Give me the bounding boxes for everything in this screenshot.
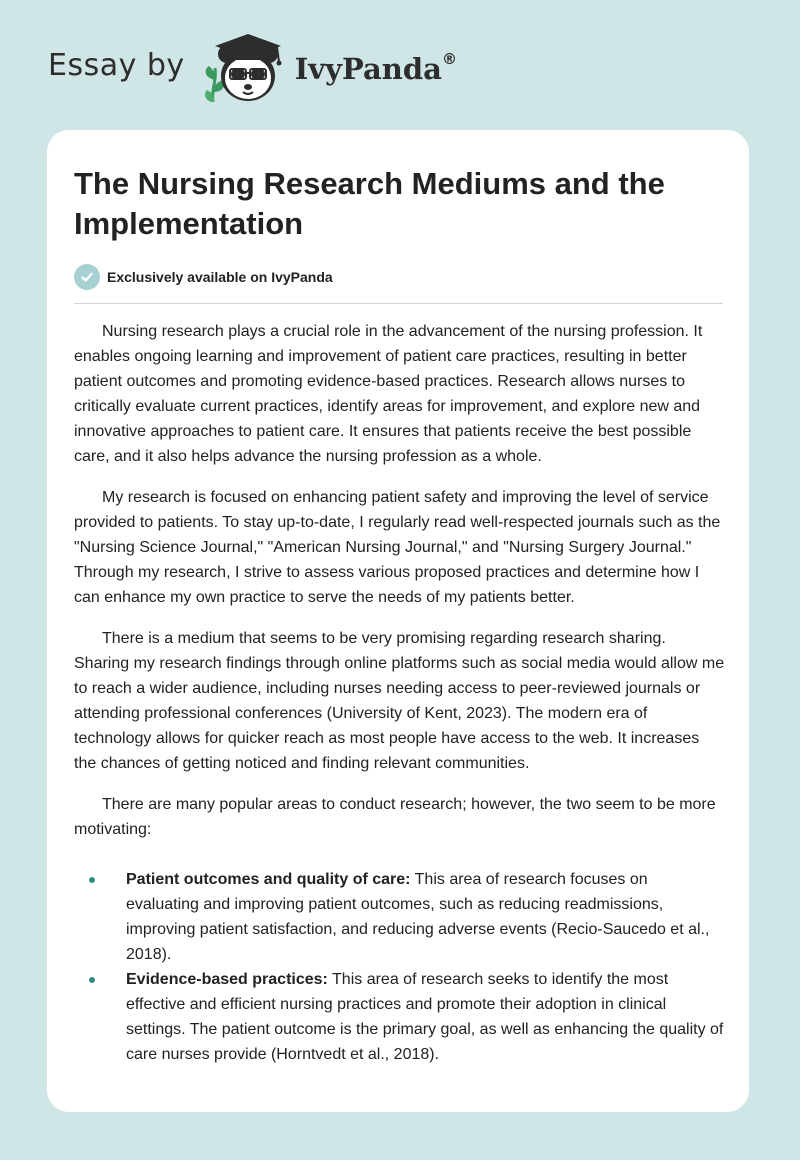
paragraph: There are many popular areas to conduct research; however, the two seem to be more motivating: [74,796,716,838]
essay-title: The Nursing Research Mediums and the Implementation [74,166,665,241]
bullet-list [74,867,725,1067]
ivypanda-logo-text [295,52,457,86]
check-icon [74,264,100,290]
paragraph: My research is focused on enhancing patient safety and improving the level of service provided to patients. To stay up-to-date, I regularly read well-respected journals such as the "Nursing Science Journal," "American Nursing Journal," and "Nursing Surgery Journal." Through my research, I strive to assess various proposed practices and determine how I can enhance my own practice to serve the needs of my patients better. [74,489,721,606]
essay-body [74,319,725,1067]
list-item [74,867,725,967]
logo-name: IvyPanda [294,52,442,86]
paragraph: There is a medium that seems to be very promising regarding research sharing. Sharing my research findings through online platforms such as social media would allow me to reach a wider audience, including nurses needing access to peer-reviewed journals or attending professional conferences (University of Kent, 2023). The modern era of technology allows for quicker reach as most people have access to the web. It increases the chances of getting noticed and finding relevant communities. [74,630,725,772]
exclusive-badge [74,264,333,290]
essay-card [47,130,749,1112]
paragraph: Nursing research plays a crucial role in the advancement of the nursing profession. It enables ongoing learning and improvement of patient care practices, resulting in better patient outcomes and promoting evidence-based practices. Research allows nurses to critically evaluate current practices, identify areas for improvement, and explore new and innovative approaches to patient care. It ensures that patients receive the best possible care, and it also helps advance the nursing profession as a whole. [74,323,703,465]
bullet-term: Patient outcomes and quality of care: [126,871,411,888]
bullet-icon [89,877,95,883]
bullet-text: This area of research seeks to identify the most effective and efficient nursing practices and promote their adoption in clinical settings. The patient outcome is the primary goal, as well as enhancing the quality of care nurses provide (Horntvedt et al., 2018). [126,971,724,1063]
brand-header [48,28,457,108]
panda-logo-icon [199,28,291,108]
exclusive-label: Exclusively available on IvyPanda [107,269,333,285]
bullet-text: This area of research focuses on evaluating and improving patient outcomes, such as reducing readmissions, improving patient satisfaction, and reducing adverse events (Recio-Saucedo et al., 2018). [126,871,710,963]
registered-mark: ® [441,50,457,68]
list-item [74,967,725,1067]
bullet-icon [89,977,95,983]
divider [74,303,723,304]
essay-by-label: Essay by [48,47,185,83]
bullet-term: Evidence-based practices: [126,971,328,988]
